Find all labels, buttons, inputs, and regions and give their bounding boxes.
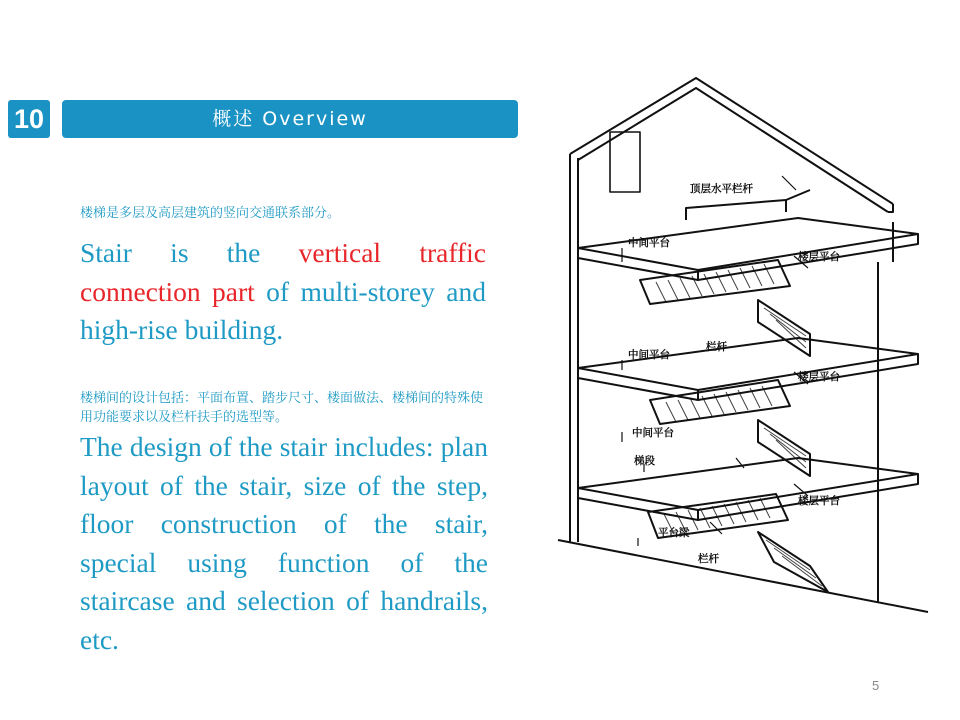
label-top-railing: 顶层水平栏杆 [690,183,753,195]
label-railing-1: 栏杆 [706,341,727,353]
section-header-bar: 概述 Overview [62,100,518,138]
design-english-text: The design of the stair includes: plan layout of the stair, size of the step, floor construction of the stair, special using function of the staircase and selection of handrails, etc. [80,431,488,655]
section-number-badge: 10 [8,100,50,138]
label-floor-landing-2: 楼层平台 [798,371,840,383]
intro-english-part1: Stair is the [80,237,299,268]
label-landing-beam: 平台梁 [658,527,690,539]
label-landing-mid-1: 中间平台 [628,237,670,249]
label-floor-landing-3: 楼层平台 [798,495,840,507]
label-railing-2: 栏杆 [698,553,719,565]
label-floor-landing-1: 楼层平台 [798,251,840,263]
label-flight: 梯段 [634,455,655,467]
intro-english-text [80,234,486,350]
intro-english-part2: of multi-storey and high-rise building. [80,275,486,346]
staircase-section-drawing [548,72,940,682]
label-landing-mid-2: 中间平台 [628,349,670,361]
intro-english-highlight: vertical traffic connection part [80,237,486,307]
intro-chinese-text: 楼梯是多层及高层建筑的竖向交通联系部分。 [80,206,341,221]
label-landing-mid-3: 中间平台 [632,427,674,439]
page-number: 5 [872,678,880,693]
design-chinese-text: 楼梯间的设计包括：平面布置、踏步尺寸、楼面做法、楼梯间的特殊使用功能要求以及栏杆扶手的选型等。 [80,391,484,425]
